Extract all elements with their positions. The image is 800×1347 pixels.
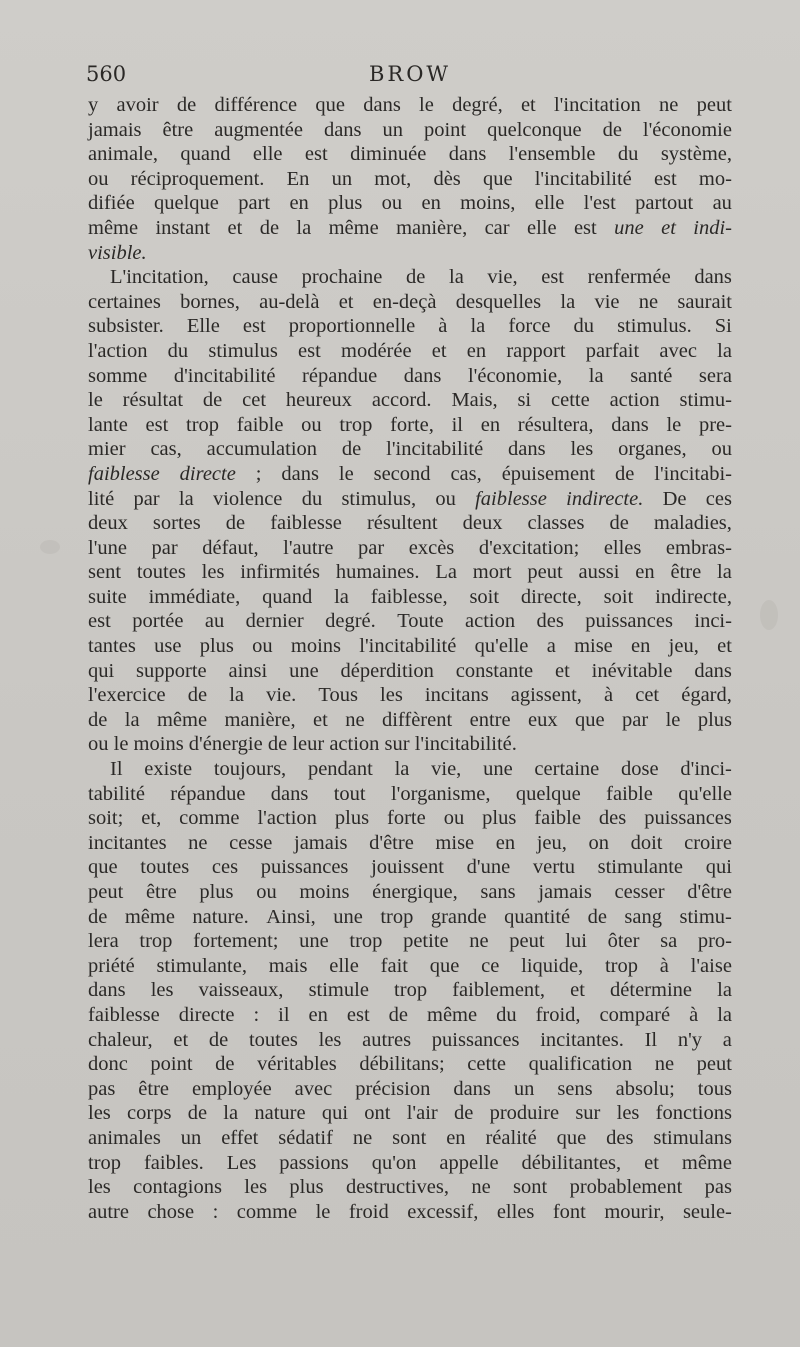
text-line: autre chose : comme le froid excessif, elles font mourir, seule- [88,1200,732,1223]
text-line: dans les vaisseaux, stimule trop faiblement, et détermine la [88,979,732,1002]
text-line: de même nature. Ainsi, une trop grande quantité de sang stimu- [88,905,732,928]
text-line: tantes use plus ou moins l'incitabilité qu'elle a mise en jeu, et [88,635,732,658]
text-line: L'incitation, cause prochaine de la vie, est renfermée dans [110,266,732,289]
text-line: difiée quelque part en plus ou en moins, elle l'est partout au [88,192,732,215]
text-line: faiblesse directe : il en est de même du froid, comparé à la [88,1003,732,1026]
text-line: faiblesse directe ; dans le second cas, épuisement de l'incitabi- [88,462,732,485]
text-line: mier cas, accumulation de l'incitabilité dans les organes, ou [88,438,732,461]
text-line: ou réciproquement. En un mot, dès que l'incitabilité est mo- [88,167,732,190]
text-line: jamais être augmentée dans un point quelconque de l'économie [88,118,732,141]
text-line: certaines bornes, au-delà et en-deçà desquelles la vie ne saurait [88,290,732,313]
text-line: qui supporte ainsi une déperdition constante et inévitable dans [88,659,732,682]
text-line: les contagions les plus destructives, ne sont probablement pas [88,1176,732,1199]
text-line: priété stimulante, mais elle fait que ce liquide, trop à l'aise [88,954,732,977]
text-line: le résultat de cet heureux accord. Mais, si cette action stimu- [88,389,732,412]
paragraph [88,757,732,1224]
body-text [88,93,732,1224]
paragraph [88,93,732,265]
text-line: pas être employée avec précision dans un sens absolu; tous [88,1077,732,1100]
text-line: deux sortes de faiblesse résultent deux classes de maladies, [88,512,732,535]
text-line: ou le moins d'énergie de leur action sur l'incitabilité. [88,733,517,756]
page-number: 560 [86,62,127,86]
text-line: trop faibles. Les passions qu'on appelle débilitantes, et même [88,1151,732,1174]
text-line: sent toutes les infirmités humaines. La mort peut aussi en être la [88,561,732,584]
text-line: incitantes ne cesse jamais d'être mise en jeu, on doit croire [88,831,732,854]
text-line: lera trop fortement; une trop petite ne peut lui ôter sa pro- [88,930,732,953]
text-line: soit; et, comme l'action plus forte ou plus faible des puissances [88,807,732,830]
text-line: tabilité répandue dans tout l'organisme, quelque faible qu'elle [88,782,732,805]
text-line: donc point de véritables débilitans; cette qualification ne peut [88,1053,732,1076]
text-line: de la même manière, et ne diffèrent entre eux que par le plus [88,708,732,731]
text-line: Il existe toujours, pendant la vie, une certaine dose d'inci- [110,758,732,781]
running-head: BROW [368,62,452,86]
text-line: peut être plus ou moins énergique, sans jamais cesser d'être [88,881,732,903]
text-line: chaleur, et de toutes les autres puissances incitantes. Il n'y a [88,1028,732,1051]
text-line: l'une par défaut, l'autre par excès d'excitation; elles embras- [88,536,732,559]
text-line: y avoir de différence que dans le degré, et l'incitation ne peut [88,94,732,116]
paper-stain [40,540,60,554]
text-line: lité par la violence du stimulus, ou faiblesse indirecte. De ces [88,487,732,510]
text-line: l'action du stimulus est modérée et en rapport parfait avec la [88,339,732,362]
text-line: lante est trop faible ou trop forte, il en résultera, dans le pre- [88,413,732,436]
text-line: même instant et de la même manière, car elle est une et indi- [88,216,732,239]
text-line: animales un effet sédatif ne sont en réalité que des stimulans [88,1126,732,1149]
paper-stain [760,600,778,630]
paragraph [88,265,732,757]
text-line: est portée au dernier degré. Toute action des puissances inci- [88,610,732,633]
text-line: visible. [88,241,147,264]
text-line: subsister. Elle est proportionnelle à la force du stimulus. Si [88,315,732,338]
text-line: suite immédiate, quand la faiblesse, soit directe, soit indirecte, [88,585,732,608]
text-line: somme d'incitabilité répandue dans l'économie, la santé sera [88,364,732,387]
text-line: animale, quand elle est diminuée dans l'ensemble du système, [88,143,732,166]
text-line: les corps de la nature qui ont l'air de produire sur les fonctions [88,1102,732,1125]
text-line: l'exercice de la vie. Tous les incitans agissent, à cet égard, [88,684,732,707]
page-header [86,58,734,92]
text-line: que toutes ces puissances jouissent d'une vertu stimulante qui [88,856,732,879]
